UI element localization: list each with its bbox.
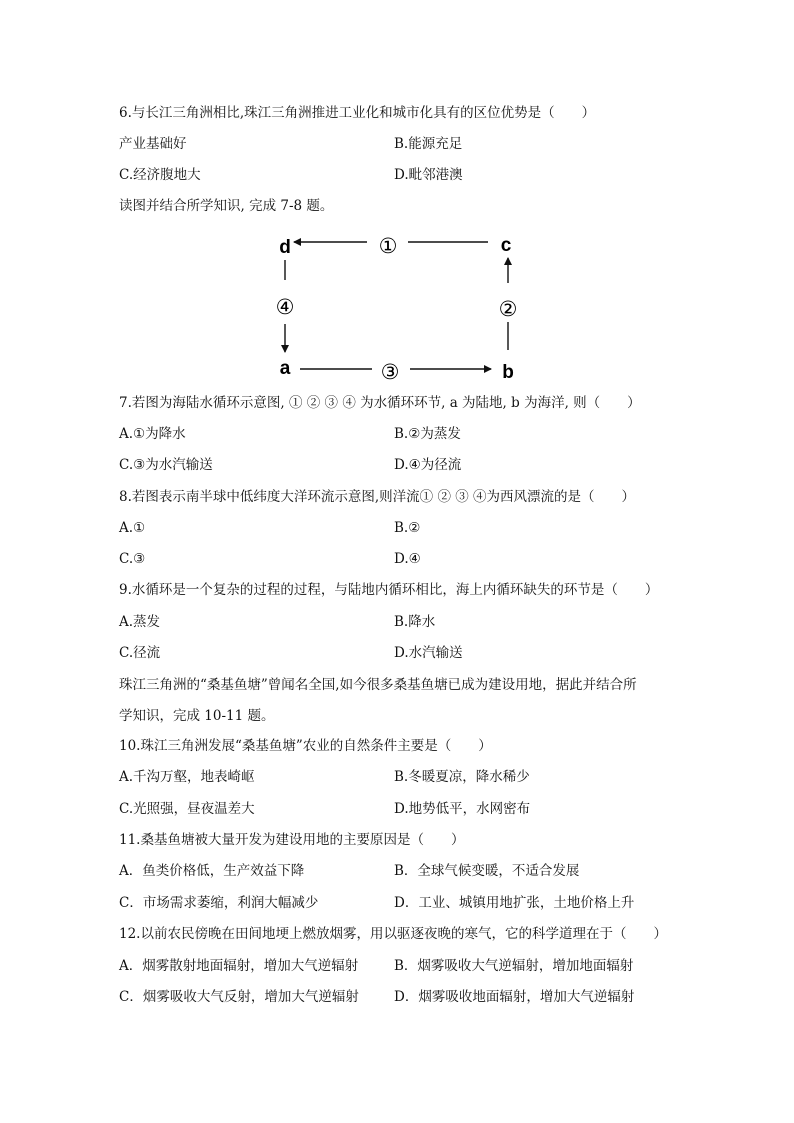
q10-option-d: D.地势低平，水网密布 — [394, 801, 531, 817]
q7-option-d: D.④为径流 — [394, 457, 462, 473]
q9-option-c: C.径流 — [119, 645, 161, 661]
label-3: ③ — [380, 361, 400, 384]
q12-option-b: B．烟雾吸收大气逆辐射，增加地面辐射 — [394, 958, 634, 974]
q12-stem: 12.以前农民傍晚在田间地埂上燃放烟雾，用以驱逐夜晚的寒气，它的科学道理在于（ ） — [119, 926, 667, 942]
q12-option-a: A．烟雾散射地面辐射，增加大气逆辐射 — [119, 958, 359, 974]
q7-option-b: B.②为蒸发 — [394, 426, 461, 442]
q6-option-b: B.能源充足 — [394, 136, 463, 152]
q9-option-d: D.水汽输送 — [394, 645, 463, 661]
q8-option-c: C.③ — [119, 551, 146, 567]
q11-option-d: D．工业、城镇用地扩张，土地价格上升 — [394, 895, 635, 911]
intro-10-11-line2: 学知识，完成 10-11 题。 — [119, 708, 275, 724]
q11-option-b: B．全球气候变暖，不适合发展 — [394, 863, 580, 879]
node-c: c — [500, 235, 512, 256]
q7-option-a: A.①为降水 — [119, 426, 186, 442]
label-1: ① — [378, 235, 398, 258]
q7-stem: 7.若图为海陆水循环示意图, ① ② ③ ④ 为水循环环节, a 为陆地, b 为海洋, 则（ ） — [119, 395, 641, 411]
q10-stem: 10.珠江三角洲发展“桑基鱼塘”农业的自然条件主要是（ ） — [119, 738, 492, 754]
cycle-diagram — [260, 228, 540, 388]
label-4: ④ — [275, 296, 295, 319]
q9-option-b: B.降水 — [394, 614, 436, 630]
node-d: d — [279, 237, 291, 258]
q8-stem: 8.若图表示南半球中低纬度大洋环流示意图,则洋流① ② ③ ④为西风漂流的是（ ） — [119, 489, 636, 505]
node-b: b — [502, 362, 514, 383]
q9-option-a: A.蒸发 — [119, 614, 161, 630]
q12-option-c: C．烟雾吸收大气反射，增加大气逆辐射 — [119, 989, 359, 1005]
intro-10-11-line1: 珠江三角洲的“桑基鱼塘”曾闻名全国,如今很多桑基鱼塘已成为建设用地，据此并结合所 — [119, 677, 637, 693]
q7-option-c: C.③为水汽输送 — [119, 457, 213, 473]
q11-option-a: A．鱼类价格低，生产效益下降 — [119, 863, 305, 879]
q8-option-a: A.① — [119, 520, 146, 536]
q8-option-d: D.④ — [394, 551, 421, 567]
q11-stem: 11.桑基鱼塘被大量开发为建设用地的主要原因是（ ） — [119, 832, 465, 848]
label-2: ② — [498, 298, 518, 321]
intro-7-8: 读图并结合所学知识, 完成 7-8 题。 — [119, 198, 334, 214]
q11-option-c: C．市场需求萎缩，利润大幅减少 — [119, 895, 319, 911]
q6-option-c: C.经济腹地大 — [119, 167, 201, 183]
q10-option-c: C.光照强，昼夜温差大 — [119, 801, 255, 817]
node-a: a — [279, 358, 291, 379]
q6-stem: 6.与长江三角洲相比,珠江三角洲推进工业化和城市化具有的区位优势是（ ） — [119, 105, 596, 121]
q6-option-d: D.毗邻港澳 — [394, 167, 463, 183]
q10-option-a: A.千沟万壑，地表崎岖 — [119, 769, 255, 785]
q9-stem: 9.水循环是一个复杂的过程的过程，与陆地内循环相比，海上内循环缺失的环节是（ ） — [119, 582, 659, 598]
q10-option-b: B.冬暖夏凉，降水稀少 — [394, 769, 530, 785]
q12-option-d: D．烟雾吸收地面辐射，增加大气逆辐射 — [394, 989, 635, 1005]
q6-option-a: 产业基础好 — [119, 136, 187, 152]
q8-option-b: B.② — [394, 520, 421, 536]
